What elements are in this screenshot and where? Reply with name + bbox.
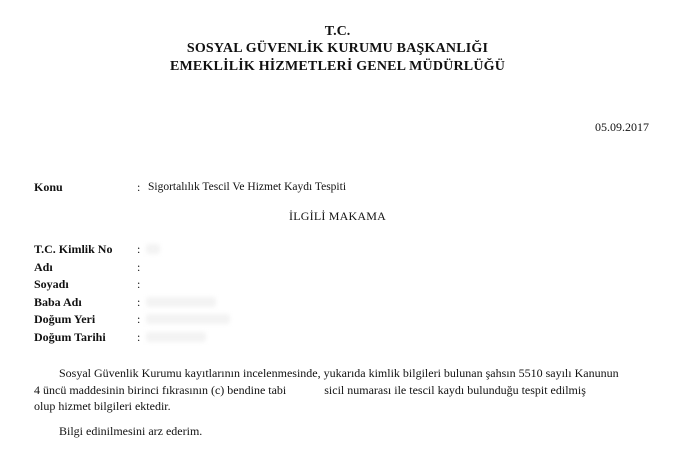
subject-value: Sigortalılık Tescil Ve Hizmet Kaydı Tespiti [148,181,347,193]
field-row-dogum-yeri [34,311,334,329]
header-institution: SOSYAL GÜVENLİK KURUMU BAŞKANLIĞI [186,41,489,56]
body-line-3: olup hizmet bilgileri ektedir. [34,399,171,413]
redacted-value [146,332,206,342]
field-colon: : [137,312,141,327]
body-line-1: Sosyal Güvenlik Kurumu kayıtlarının incelenmesinde, yukarıda kimlik bilgileri bulunan şahsın 5510 sayılı Kanunun [59,366,619,380]
field-row-baba-adi [34,294,334,312]
field-row-tc-kimlik-no [34,241,334,259]
header-directorate: EMEKLİLİK HİZMETLERİ GENEL MÜDÜRLÜĞÜ [169,59,506,74]
document-date: 05.09.2017 [595,120,649,134]
redacted-value [146,244,160,254]
redacted-sicil-number [286,386,324,396]
body-line-2 [34,382,654,399]
identity-fields [34,241,334,347]
field-colon: : [137,259,141,274]
field-label: T.C. Kimlik No [34,242,113,256]
field-label: Soyadı [34,277,69,292]
field-colon: : [137,277,141,292]
field-label: Doğum Tarihi [34,329,106,344]
closing-sentence: Bilgi edinilmesini arz ederim. [59,424,203,438]
body-line-2-start: 4 üncü maddesinin birinci fıkrasının (c) bendine tabi [34,382,287,397]
field-colon: : [137,294,141,309]
field-colon: : [137,329,141,344]
header-tc: T.C. [324,24,351,39]
redacted-value [146,297,216,307]
field-colon: : [137,242,141,256]
redacted-value [146,314,230,324]
body-line-2-end: sicil numarası ile tescil kaydı bulunduğu tespit edilmiş [324,382,586,397]
field-label: Adı [34,259,53,274]
field-row-soyadi [34,276,334,294]
subject-colon: : [137,180,141,194]
body-paragraph [34,365,654,415]
field-row-adi [34,259,334,277]
field-label: Baba Adı [34,294,82,309]
subject-label: Konu [34,180,63,194]
field-row-dogum-tarihi [34,329,334,347]
field-label: Doğum Yeri [34,312,96,327]
addressee: İLGİLİ MAKAMA [289,209,386,223]
